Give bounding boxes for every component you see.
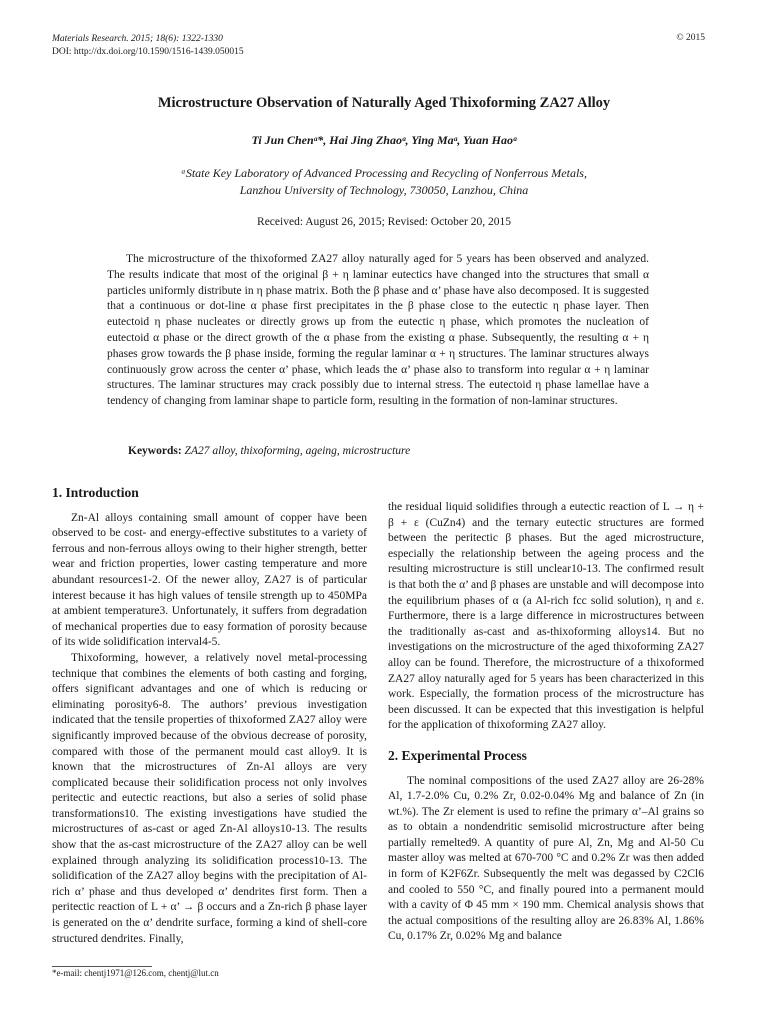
copyright: © 2015 <box>676 33 705 43</box>
abstract: The microstructure of the thixoformed ZA27 alloy naturally aged for 5 years has been observed and analyzed. The results indicate that most of the original β + η laminar eutectics have changed into the structures that small α particles uniformly distribute in η phase matrix. Both the β phase and α’ phase have also decomposed. It is suggested that a continuous or dot-line α phase first precipitates in the β phase close to the eutectic η phase layer. Then eutectoid η phase nucleates or directly grows up from the eutectic η phase, which promotes the nucleation of eutectoid α phase or the direct growth of the α phase from the existing α phase. Subsequently, the resulting α + η phases grow towards the β phase inside, forming the regular laminar α + η structures. The laminar structures always continuously grow across the center α’ phase, which leads the α’ phase also to transform into regular α + η laminar structures. The laminar structures may crack possibly due to internal stress. The eutectoid η phase lamellae have a tendency of changing from laminar shape to particle form, resulting in the formation of non-laminar structures. <box>107 253 649 408</box>
keywords <box>128 445 410 457</box>
journal-citation: Materials Research. 2015; 18(6): 1322-1330 <box>52 34 223 44</box>
keywords-label: Keywords: <box>128 445 182 457</box>
authors: Ti Jun Chenᵃ*, Hai Jing Zhaoᵃ, Ying Maᵃ, Yuan Haoᵃ <box>251 133 517 147</box>
section-heading-introduction: 1. Introduction <box>52 485 139 500</box>
affiliation-line-2: Lanzhou University of Technology, 730050, Lanzhou, China <box>239 183 529 197</box>
paragraph: The nominal compositions of the used ZA27 alloy are 26-28% Al, 1.7-2.0% Cu, 0.2% Zr, 0.02-0.04% Mg and balance of Zn (in wt.%). The Zr element is used to refine the primary α’–Al grains so as to obtain a nondendritic semisolid microstructure after being partially remelted9. A quantity of pure Al, Zn, Mg and Al-50 Cu master alloy was melted at 670-700 °C and 0.2% Zr was then added in form of K2F6Zr. Subsequently the melt was degassed by C2Cl6 and cooled to 550 °C, and finally poured into a permanent mould with a cavity of Φ 45 mm × 190 mm. Chemical analysis shows that the actual compositions of the resulting alloy are 26.83% Al, 1.86% Cu, 0.17% Zr, 0.02% Mg and balance <box>388 774 704 943</box>
doi[interactable]: DOI: http://dx.doi.org/10.1590/1516-1439.050015 <box>52 47 244 57</box>
paragraph: the residual liquid solidifies through a eutectic reaction of L → η + β + ε (CuZn4) and the ternary eutectic structures are formed between the peritectic β phases. But the aged microstructure, especially the relationship between the ageing process and the resulting microstructure is still unclear10-13. The confirmed result is that both the α’ and β phases are unstable and will decompose into the equilibrium phases of α (a Al-rich fcc solid solution), η and ε. Furthermore, there is a large difference in microstructures between the traditionally as-cast and as-thixoforming alloys14. But no investigations on the microstructure of the aged thixoforming ZA27 alloy can be found. Therefore, the microstructure of a thixoformed ZA27 alloy naturally aged for 5 years has been characterized in this work. Especially, the formation process of the microstructure has been discussed. It can be expected that this investigation is helpful for the application of thixoforming ZA27 alloy. <box>388 501 704 732</box>
affiliation-line-1: ᵃState Key Laboratory of Advanced Processing and Recycling of Nonferrous Metals, <box>181 166 587 180</box>
right-column <box>388 500 704 945</box>
affiliation <box>0 165 768 199</box>
received-dates: Received: August 26, 2015; Revised: October 20, 2015 <box>257 216 511 228</box>
paragraph: Thixoforming, however, a relatively novel metal-processing technique that combines the elements of both casting and forging, offers significant advantages and one of which is reducing or eliminating porosity6-8. The authors’ previous investigation indicated that the tensile properties of thixoformed ZA27 alloy were significantly improved because of the obvious decrease of porosity, compared with those of the permanent mould cast alloy9. It is known that the microstructures of Zn-Al alloys are very complicated because their solidification process not only involves peritectic and eutectic reactions, but also a series of solid phase transformations10. The existing investigations have studied the microstructures of as-cast or aged Zn-Al alloys10-13. The results show that the as-cast microstructure of the ZA27 alloy can be well explained through analyzing its solidification process10-13. The solidification of the ZA27 alloy begins with the precipitation of Al-rich α’ phase and thus developed α’ dendrites first form. Then a peritectic reaction of L + α’ → β occurs and a Zn-rich β phase layer is generated on the α’ dendrite surface, forming a kind of shell-core structured dendrites. Finally, <box>52 651 367 945</box>
section-heading-experimental: 2. Experimental Process <box>388 747 527 763</box>
keywords-text: ZA27 alloy, thixoforming, ageing, microstructure <box>184 445 411 457</box>
footnote-email[interactable]: *e-mail: chentj1971@126.com, chentj@lut.cn <box>52 968 219 978</box>
footnote-divider <box>52 966 152 967</box>
paragraph: Zn-Al alloys containing small amount of copper have been observed to be cost- and energy-effective substitutes to a variety of ferrous and non-ferrous alloys owing to their higher strength, better wear and friction properties, lower casting temperature and more abundant resources1-2. Of the newer alloy, ZA27 is of particular interest because it has high values of tensile strength up to 450MPa at ambient temperature3. Unfortunately, it suffers from degradation of mechanical properties due to easy formation of porosity because of its wide solidification interval4-5. <box>52 511 367 649</box>
left-column <box>52 485 367 947</box>
paper-title: Microstructure Observation of Naturally Aged Thixoforming ZA27 Alloy <box>157 95 611 111</box>
journal-header <box>52 33 244 59</box>
